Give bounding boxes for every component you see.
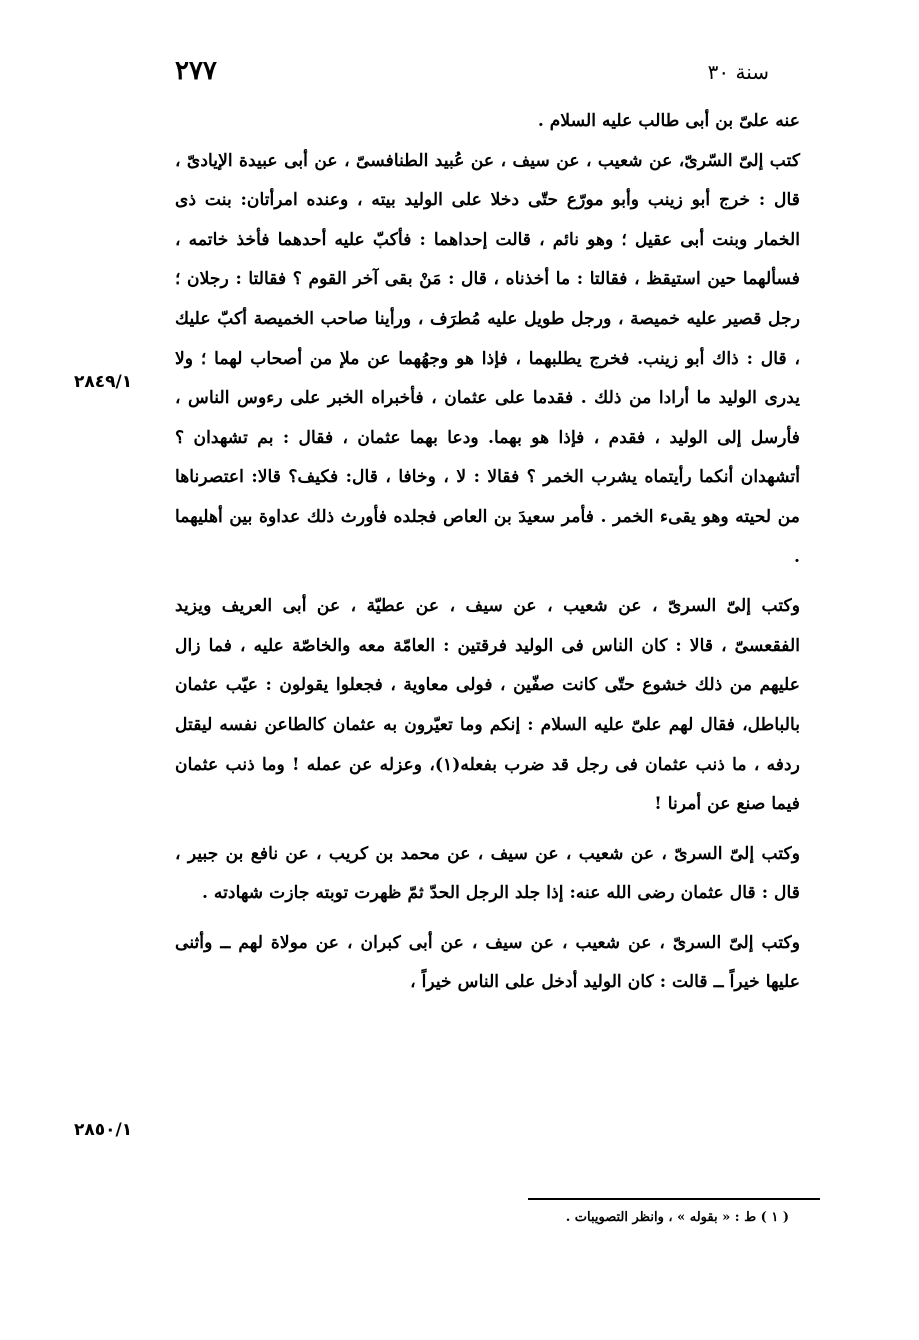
margin-reference: ٢٨٤٩/١ — [74, 372, 133, 392]
page-number: ٢٧٧ — [175, 56, 217, 86]
page-header — [175, 56, 769, 96]
paragraph: عنه علىّ بن أبى طالب عليه السلام . — [537, 111, 800, 131]
footnote: ( ١ ) ط : « بقوله » ، وانظر التصويبات . — [565, 1210, 789, 1225]
paragraph: وكتب إلىّ السرىّ ، عن شعيب ، عن سيف ، عن عطيّة ، عن أبى العريف ويزيد الفقعسىّ ، قالا : كان الناس فى الوليد فرقتين : العامّة معه والخاصّة عليه ، فما زال عليهم من ذلك خشوع حتّى كانت صفّين ، فولى معاوية ، فجعلوا يقولون : عيّب عثمان بالباطل، فقال لهم علىّ عليه السلام : إنكم وما تعيّرون به عثمان كالطاعن نفسه ليقتل ردفه ، ما ذنب عثمان فى رجل قد ضرب بفعله(١)، وعزله عن عمله ! وما ذنب عثمان فيما صنع عن أمرنا ! — [175, 596, 800, 815]
year-label: سنة ٣٠ — [707, 60, 769, 84]
footnote-divider — [528, 1198, 820, 1200]
paragraph: وكتب إلىّ السرىّ ، عن شعيب ، عن سيف ، عن محمد بن كريب ، عن نافع بن جبير ، قال : قال عثمان رضى الله عنه: إذا جلد الرجل الحدّ ثمّ ظهرت توبته جازت شهادته . — [175, 843, 800, 904]
margin-reference: ٢٨٥٠/١ — [74, 1120, 133, 1140]
paragraph: وكتب إلىّ السرىّ ، عن شعيب ، عن سيف ، عن أبى كبران ، عن مولاة لهم ــ وأثنى عليها خيراً ــ قالت : كان الوليد أدخل على الناس خيراً ، — [175, 932, 800, 993]
paragraph: كتب إلىّ السّرىّ، عن شعيب ، عن سيف ، عن عُبيد الطنافسىّ ، عن أبى عبيدة الإيادىّ ، قال : خرج أبو زينب وأبو مورّع حتّى دخلا على الوليد بيته ، وعنده امرأتان: بنت ذى الخمار وبنت أبى عقيل ؛ وهو نائم ، قالت إحداهما : فأكبّ عليه أحدهما فأخذ خاتمه ، فسألهما حين استيقظ ، فقالتا : ما أخذناه ، قال : مَنْ بقى آخر القوم ؟ فقالتا : رجلان ؛ رجل قصير عليه خميصة ، ورجل طويل عليه مُطرَف ، ورأينا صاحب الخميصة أكبّ عليك ، قال : ذاك أبو زينب. فخرج يطلبهما ، فإذا هو وجهُهما عن ملإ من أصحاب لهما ؛ ولا يدرى الوليد ما أرادا من ذلك . فقدما على عثمان ، فأخبراه الخبر على رءوس الناس ، فأرسل إلى الوليد ، فقدم ، فإذا هو بهما. ودعا بهما عثمان ، فقال : بم تشهدان ؟ أتشهدان أنكما رأيتماه يشرب الخمر ؟ فقالا : لا ، وخافا ، قال: فكيف؟ قالا: اعتصرناها من لحيته وهو يقىء الخمر . فأمر سعيدَ بن العاص فجلده فأورث ذلك عداوة بين أهليهما . — [175, 150, 800, 567]
body-text — [175, 102, 800, 1003]
